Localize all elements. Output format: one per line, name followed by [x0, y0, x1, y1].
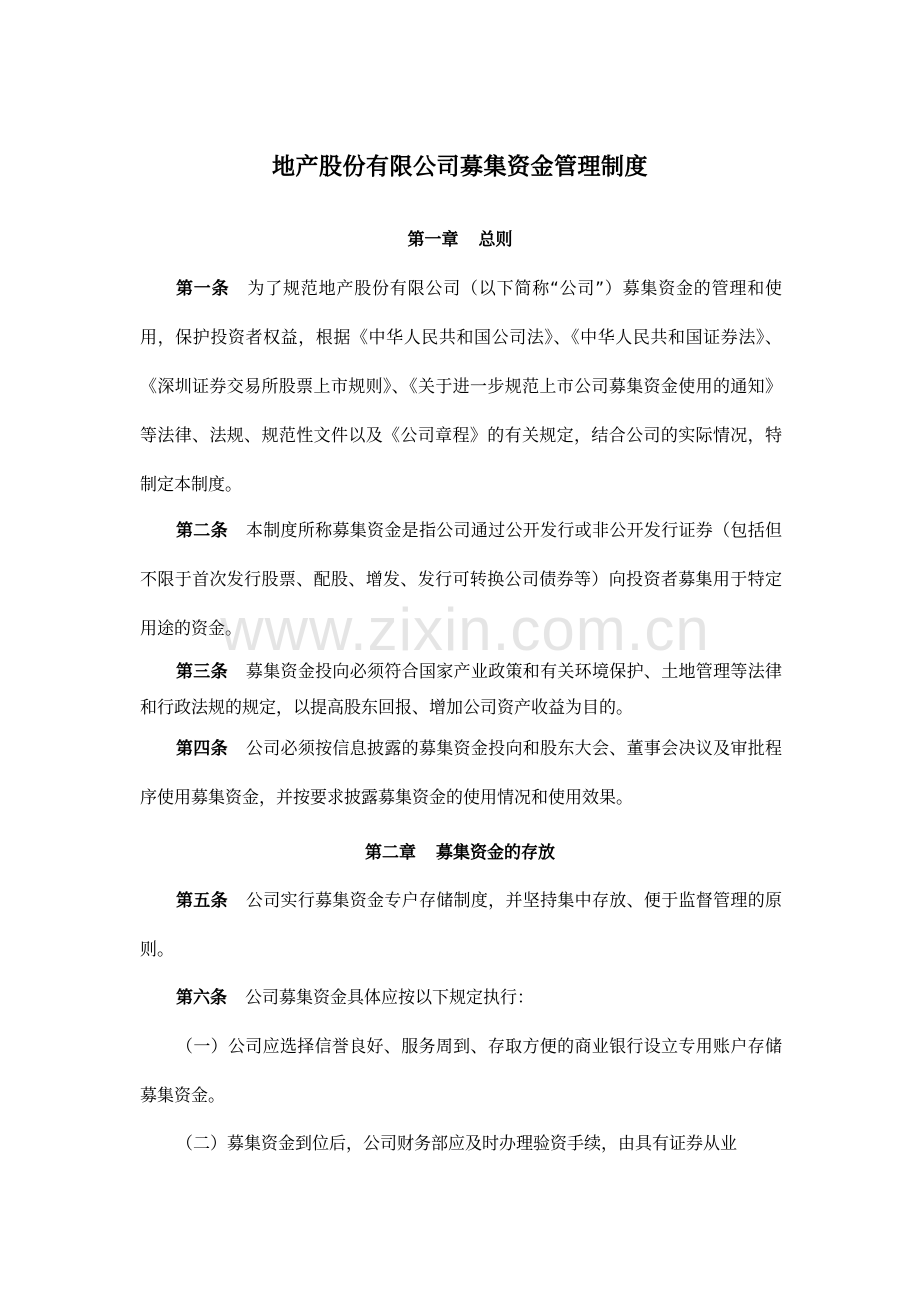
chapter-heading-1 — [0, 228, 920, 252]
article-1 — [140, 265, 782, 510]
article-text: 公司募集资金具体应按以下规定执行： — [245, 988, 534, 1008]
article-text: 本制度所称募集资金是指公司通过公开发行或非公开发行证券（包括但不限于首次发行股票、配股、增发、发行可转换公司债券等）向投资者募集用于特定用途的资金。 — [140, 521, 783, 639]
chapter-name: 募集资金的存放 — [436, 843, 555, 863]
document-title: 地产股份有限公司募集资金管理制度 — [272, 154, 648, 180]
list-item-text: （二）募集资金到位后，公司财务部应及时办理验资手续，由具有证券从业 — [176, 1134, 737, 1154]
article-label: 第六条 — [176, 988, 227, 1008]
article-text: 为了规范地产股份有限公司（以下简称“公司”）募集资金的管理和使用，保护投资者权益，根据《中华人民共和国公司法》、《中华人民共和国证券法》、《深圳证券交易所股票上市规则》、《关于进一步规范上市公司募集资金使用的通知》等法律、法规、规范性文件以及《公司章程》的有关规定，结合公司的实际情况，特制定本制度。 — [140, 279, 782, 495]
article-5 — [140, 877, 782, 975]
article-3 — [140, 654, 782, 726]
article-text: 公司实行募集资金专户存储制度，并坚持集中存放、便于监督管理的原则。 — [140, 891, 783, 960]
watermark: www.zixin.com.cn — [220, 596, 710, 663]
chapter-number: 第一章 — [407, 230, 459, 250]
article-label: 第二条 — [176, 521, 228, 541]
chapter-number: 第二章 — [365, 843, 416, 863]
chapter-name: 总则 — [478, 230, 513, 250]
article-6 — [140, 974, 782, 1023]
article-label: 第一条 — [176, 279, 230, 299]
article-label: 第四条 — [176, 739, 228, 759]
article-2 — [140, 507, 782, 654]
list-item-1 — [140, 1023, 782, 1121]
article-text: 公司必须按信息披露的募集资金投向和股东大会、董事会决议及审批程序使用募集资金，并按要求披露募集资金的使用情况和使用效果。 — [140, 739, 783, 808]
article-text: 募集资金投向必须符合国家产业政策和有关环境保护、土地管理等法律和行政法规的规定，以提高股东回报、增加公司资产收益为目的。 — [140, 662, 783, 718]
article-label: 第三条 — [176, 662, 228, 682]
article-label: 第五条 — [176, 891, 228, 911]
list-item-2 — [140, 1120, 782, 1169]
list-item-text: （一）公司应选择信誉良好、服务周到、存取方便的商业银行设立专用账户存储募集资金。 — [140, 1037, 782, 1106]
article-4 — [140, 725, 782, 823]
chapter-heading-2 — [0, 841, 920, 865]
